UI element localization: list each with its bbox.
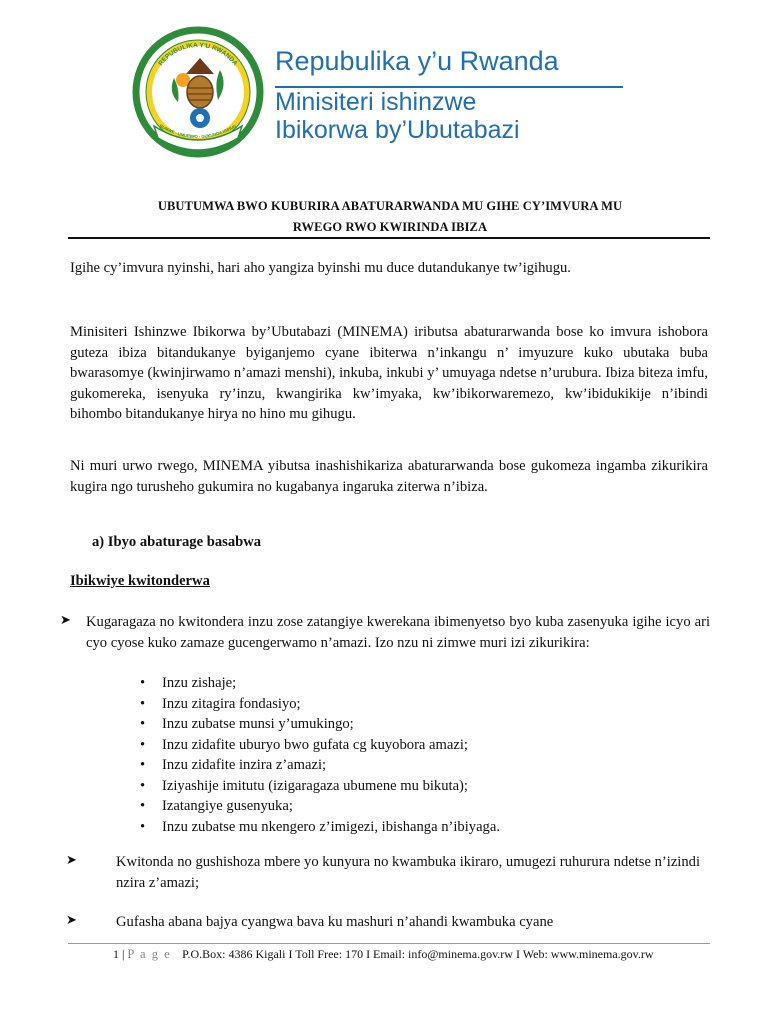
bullet-icon: •	[140, 757, 146, 773]
page-footer	[113, 947, 654, 962]
arrow-bullet-icon: ➤	[66, 912, 77, 927]
document-title	[70, 196, 710, 238]
title-divider	[68, 237, 710, 239]
arrow-bullet-icon: ➤	[66, 852, 77, 867]
bullet-icon: •	[140, 798, 146, 814]
paragraph-2: Minisiteri Ishinzwe Ibikorwa by’Ubutabazi (MINEMA) iributsa abaturarwanda bose ko imvura ishobora guteza ibiza bitandukanye byiganjemo cyane ibiterwa n’inkangu n’ imyuzure kuko ubutaka buba bwarasomye (kwinjirwamo n’amazi menshi), inkuba, inkubi y’ umuyaga ndetse n’urubura. Ibiza biteza imfu, gukomereka, isenyuka ry’inzu, kwangirika kw’imyaka, kw’ibikorwaremezo, kw’ibidukikije n’ibindi bihombo bitandukanye hirya no hino mu gihugu.	[70, 324, 708, 422]
footer-divider	[68, 943, 710, 944]
bullet-icon: •	[140, 818, 146, 835]
sub-list-item: • Inzu zubatse mu nkengero z’imigezi, ibishanga n’ibiyaga.	[140, 817, 500, 838]
national-seal	[128, 22, 268, 162]
paragraph-3: Ni muri urwo rwego, MINEMA yibutsa inashishikariza abaturarwanda bose gukomeza ingamba zikurikira kugira ngo turusheho gukumira no kugabanya ingaruka ziterwa n’ibiza.	[70, 458, 708, 495]
document-title-line1: UBUTUMWA BWO KUBURIRA ABATURARWANDA MU GIHE CY’IMVURA MU	[157, 199, 623, 213]
letterhead-country: Repubulika y’u Rwanda	[275, 46, 559, 76]
document-title-line2: RWEGO RWO KWIRINDA IBIZA	[292, 220, 488, 234]
letterhead-ministry-line2: Ibikorwa by’Ubutabazi	[275, 116, 520, 144]
sub-list-item: • Inzu zubatse munsi y’umukingo;	[140, 714, 500, 735]
section-heading-a: a) Ibyo abaturage basabwa	[92, 534, 262, 550]
sub-list-item: • Inzu zishaje;	[140, 673, 500, 694]
footer-contact: P.O.Box: 4386 Kigali I Toll Free: 170 I Email: info@minema.gov.rw I Web: www.minema.gov.rw	[182, 947, 654, 961]
letterhead-ministry-line1: Minisiteri ishinzwe	[275, 88, 477, 116]
sub-list-item: • Inzu zidafite uburyo bwo gufata cg kuyobora amazi;	[140, 735, 500, 756]
sub-list-item: • Izatangiye gusenyuka;	[140, 796, 500, 817]
page-label: P a g e	[127, 947, 172, 961]
list-item: Kwitonda no gushishoza mbere yo kunyura no kwambuka ikiraro, umugezi ruhurura ndetse n’izindi nzira z’amazi;	[116, 854, 701, 891]
bullet-icon: •	[140, 675, 146, 691]
list-item: Gufasha abana bajya cyangwa bava ku mashuri n’ahandi kwambuka cyane	[116, 914, 554, 930]
arrow-bullet-icon: ➤	[60, 612, 71, 627]
footer-separator: |	[122, 947, 128, 961]
seal-motto-text: BUMWE - UMURIMO - GUKUNDA IGIHUG	[158, 123, 238, 140]
bullet-icon: •	[140, 736, 146, 753]
list-item: Kugaragaza no kwitondera inzu zose zatangiye kwerekana ibimenyetso byo kuba zasenyuka igihe icyo ari cyo cyose kuko zamaze gucengerwamo n’amazi. Izo nzu ni zimwe muri izi zikurikira:	[86, 614, 710, 651]
sub-list-item: • Inzu zitagira fondasiyo;	[140, 694, 500, 715]
sub-list-item: • Inzu zidafite inzira z’amazi;	[140, 755, 500, 776]
paragraph-1: Igihe cy’imvura nyinshi, hari aho yangiza byinshi mu duce dutandukanye tw’igihugu.	[70, 260, 571, 276]
seal-top-text: REPUBULIKA Y'U RWANDA	[157, 41, 239, 68]
subsection-heading: Ibikwiye kwitonderwa	[70, 573, 210, 589]
bullet-icon: •	[140, 716, 146, 732]
sub-list	[140, 673, 500, 837]
bullet-icon: •	[140, 695, 146, 712]
page-number: 1	[113, 947, 119, 961]
sub-list-item: • Iziyashije imitutu (izigaragaza ubumene mu bikuta);	[140, 776, 500, 797]
bullet-icon: •	[140, 777, 146, 794]
